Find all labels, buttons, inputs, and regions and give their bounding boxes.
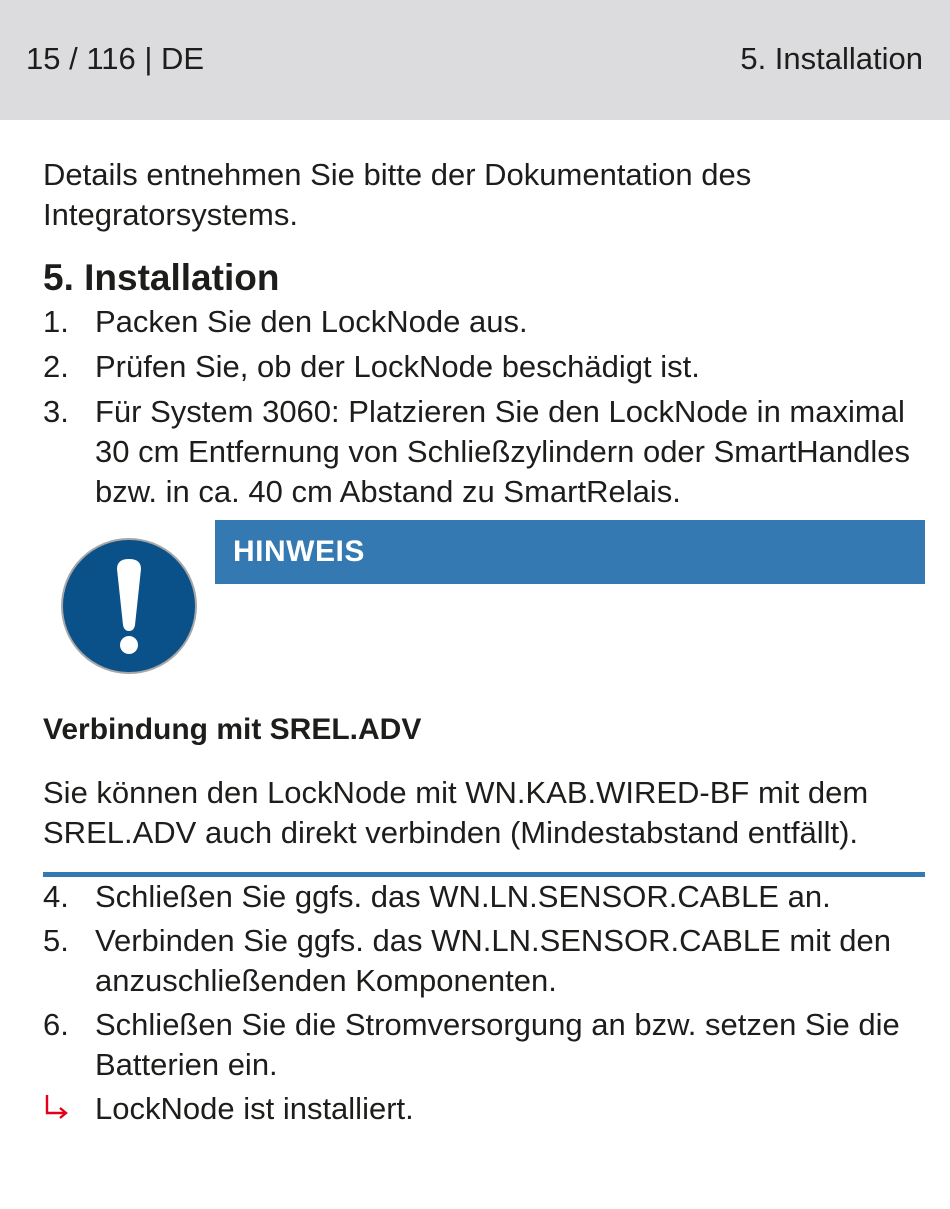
exclamation-icon — [60, 537, 198, 675]
list-item — [43, 1005, 925, 1085]
result-line — [43, 1089, 925, 1129]
intro-paragraph: Details entnehmen Sie bitte der Dokumentation des Integratorsystems. — [43, 157, 752, 232]
list-item — [43, 347, 925, 387]
notice-label: HINWEIS — [215, 520, 925, 584]
page-header — [0, 0, 950, 120]
result-text: LockNode ist installiert. — [95, 1091, 414, 1126]
list-item — [43, 392, 925, 512]
step-text: Verbinden Sie ggfs. das WN.LN.SENSOR.CABLE mit den anzuschließenden Komponenten. — [95, 923, 892, 998]
step-number: 1. — [43, 304, 69, 339]
page-content — [43, 155, 925, 1129]
steps-list-first — [43, 302, 925, 512]
step-number: 5. — [43, 923, 69, 958]
section-heading: 5. Installation — [43, 257, 280, 298]
list-item — [43, 921, 925, 1001]
step-text: Schließen Sie die Stromversorgung an bzw. setzen Sie die Batterien ein. — [95, 1007, 900, 1082]
step-number: 4. — [43, 879, 69, 914]
list-item — [43, 302, 925, 342]
notice-box — [43, 520, 925, 695]
step-text: Für System 3060: Platzieren Sie den LockNode in maximal 30 cm Entfernung von Schließzylindern oder SmartHandles bzw. in ca. 40 cm Abstand zu SmartRelais. — [95, 394, 911, 509]
step-number: 2. — [43, 349, 69, 384]
notice-title: Verbindung mit SREL.ADV — [43, 713, 422, 746]
step-text: Prüfen Sie, ob der LockNode beschädigt ist. — [95, 349, 700, 384]
list-item — [43, 877, 925, 917]
notice-text: Sie können den LockNode mit WN.KAB.WIRED-BF mit dem SREL.ADV auch direkt verbinden (Mindestabstand entfällt). — [43, 775, 869, 850]
result-arrow-icon — [43, 1089, 83, 1129]
step-number: 3. — [43, 394, 69, 429]
step-number: 6. — [43, 1007, 69, 1042]
step-text: Packen Sie den LockNode aus. — [95, 304, 528, 339]
header-section-title: 5. Installation — [740, 41, 923, 76]
step-text: Schließen Sie ggfs. das WN.LN.SENSOR.CABLE an. — [95, 879, 831, 914]
steps-list-second — [43, 877, 925, 1085]
page-number: 15 / 116 | DE — [26, 41, 205, 76]
